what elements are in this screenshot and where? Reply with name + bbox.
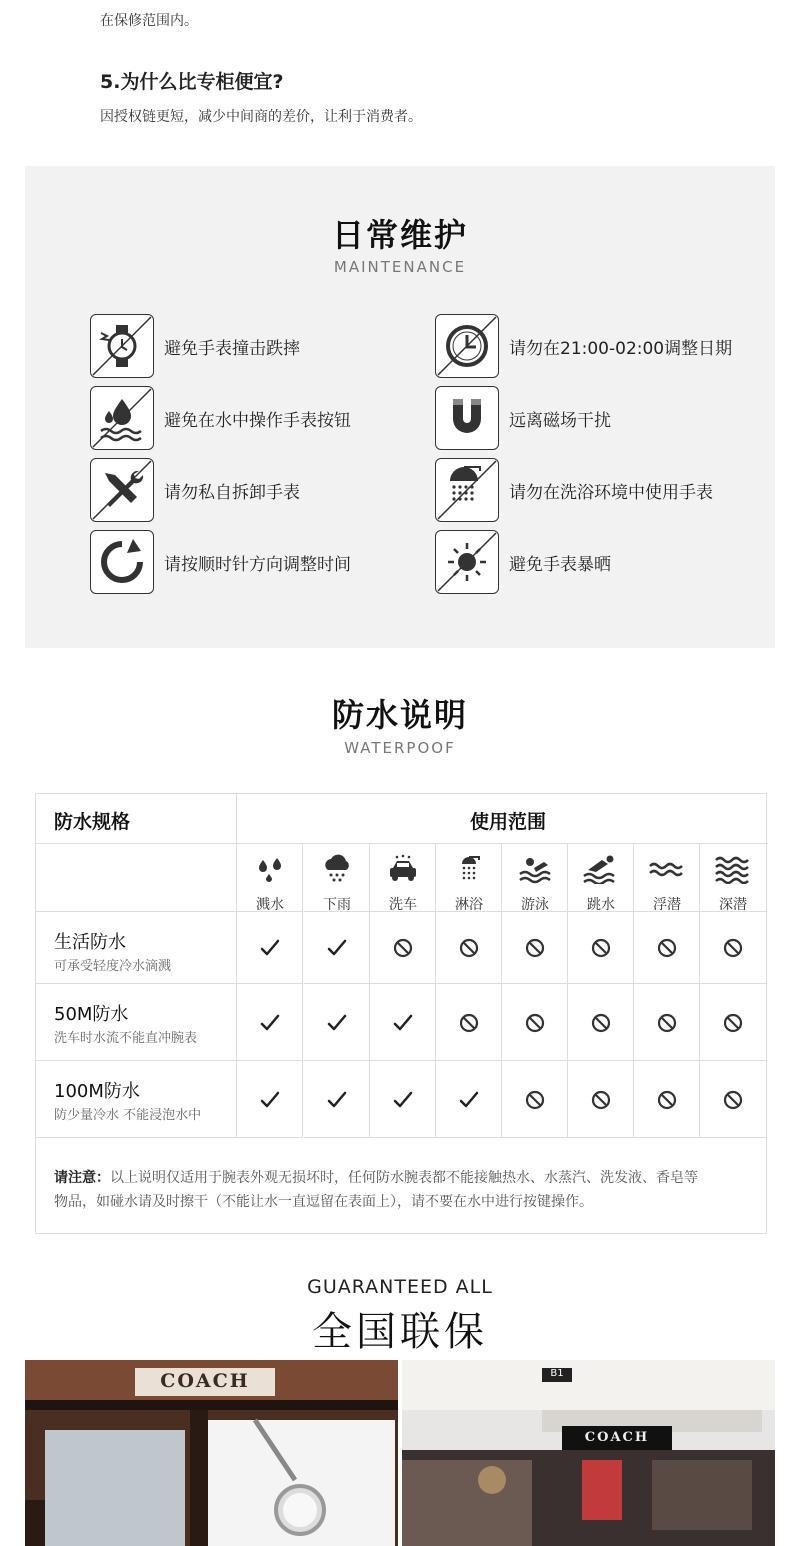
prohibited-icon bbox=[457, 1011, 481, 1035]
prohibited-icon bbox=[391, 936, 415, 960]
spec-header: 防水规格 bbox=[54, 811, 131, 833]
note-line-1: 以上说明仅适用于腕表外观无损坏时，任何防水腕表都不能接触热水、水蒸汽、洗发液、香皂等 bbox=[110, 1170, 698, 1186]
use-label: 跳水 bbox=[587, 897, 615, 913]
prohibited-icon bbox=[655, 1088, 679, 1112]
waterproof-note bbox=[54, 1166, 754, 1214]
faq-answer-5: 因授权链更短，减少中间商的差价，让利于消费者。 bbox=[100, 109, 422, 125]
prohibited-icon bbox=[589, 1011, 613, 1035]
maintenance-item-label: 避免手表暴晒 bbox=[509, 554, 611, 575]
use-header-cell bbox=[700, 844, 766, 912]
mark-cell bbox=[370, 984, 436, 1061]
mark-cell bbox=[700, 1061, 766, 1138]
use-label: 淋浴 bbox=[455, 897, 483, 913]
use-header-cell bbox=[237, 844, 303, 912]
use-label: 溅水 bbox=[256, 897, 284, 913]
waterproof-table bbox=[35, 793, 767, 1234]
maintenance-item bbox=[90, 458, 300, 522]
use-icon-wrap bbox=[568, 854, 634, 914]
magnet-icon bbox=[435, 386, 499, 450]
maintenance-item-label: 避免手表撞击跌摔 bbox=[164, 338, 300, 359]
guarantee-cn: 全国联保 bbox=[312, 1309, 488, 1355]
mark-cell bbox=[700, 912, 766, 984]
waterproof-subtitle: WATERPOOF bbox=[344, 739, 456, 757]
maintenance-item bbox=[90, 530, 351, 594]
mark-cell bbox=[237, 984, 303, 1061]
prohibited-icon bbox=[721, 1088, 745, 1112]
snorkel-icon bbox=[648, 854, 686, 888]
splash-icon bbox=[251, 854, 289, 888]
waterproof-title: 防水说明 bbox=[331, 696, 468, 734]
mark-cell bbox=[502, 984, 568, 1061]
use-header-cell bbox=[502, 844, 568, 912]
check-icon bbox=[391, 1011, 415, 1035]
prohibited-icon bbox=[589, 936, 613, 960]
check-icon bbox=[258, 1011, 282, 1035]
store-photo-right bbox=[402, 1360, 775, 1546]
prohibited-icon bbox=[655, 936, 679, 960]
maintenance-section bbox=[25, 166, 775, 648]
maintenance-item-label: 请按顺时针方向调整时间 bbox=[164, 554, 351, 575]
row-note: 防少量冷水 不能浸泡水中 bbox=[54, 1108, 202, 1123]
prohibited-icon bbox=[655, 1011, 679, 1035]
check-icon bbox=[258, 936, 282, 960]
maintenance-item-label: 请勿私自拆卸手表 bbox=[164, 482, 300, 503]
level-sign: B1 bbox=[550, 1368, 564, 1379]
use-icon-wrap bbox=[634, 854, 700, 914]
use-icon-wrap bbox=[237, 854, 303, 914]
mark-cell bbox=[370, 912, 436, 984]
note-line-2: 物品，如碰水请及时擦干（不能让水一直逗留在表面上），请不要在水中进行按键操作。 bbox=[54, 1194, 593, 1210]
table-row bbox=[36, 984, 237, 1061]
prohibited-icon bbox=[457, 936, 481, 960]
mark-cell bbox=[237, 1061, 303, 1138]
use-header-cell bbox=[304, 844, 370, 912]
water-drop-icon bbox=[90, 386, 154, 450]
maintenance-item bbox=[435, 530, 611, 594]
maintenance-item bbox=[90, 386, 351, 450]
shower-icon bbox=[435, 458, 499, 522]
table-cell bbox=[36, 844, 237, 912]
use-icon-wrap bbox=[304, 854, 370, 914]
use-header-cell bbox=[568, 844, 634, 912]
maintenance-item bbox=[435, 458, 713, 522]
row-note: 可承受轻度冷水滴溅 bbox=[54, 959, 172, 974]
mark-cell bbox=[304, 984, 370, 1061]
mark-cell bbox=[237, 912, 303, 984]
mark-cell bbox=[436, 984, 502, 1061]
sun-icon bbox=[435, 530, 499, 594]
mark-cell bbox=[436, 1061, 502, 1138]
prohibited-icon bbox=[523, 1011, 547, 1035]
swim-icon bbox=[516, 854, 554, 888]
use-icon-wrap bbox=[370, 854, 436, 914]
check-icon bbox=[325, 1088, 349, 1112]
table-row bbox=[36, 912, 237, 984]
check-icon bbox=[258, 1088, 282, 1112]
clockwise-icon bbox=[90, 530, 154, 594]
rain-icon bbox=[318, 854, 356, 888]
check-icon bbox=[325, 936, 349, 960]
note-label: 请注意： bbox=[54, 1170, 110, 1186]
mark-cell bbox=[634, 984, 700, 1061]
use-header-cell bbox=[634, 844, 700, 912]
mark-cell bbox=[502, 912, 568, 984]
mark-cell bbox=[304, 912, 370, 984]
maintenance-item-label: 避免在水中操作手表按钮 bbox=[164, 410, 351, 431]
mark-cell bbox=[634, 912, 700, 984]
row-name: 100M防水 bbox=[54, 1081, 140, 1102]
prohibited-icon bbox=[721, 936, 745, 960]
maintenance-item bbox=[435, 386, 611, 450]
use-icon-wrap bbox=[502, 854, 568, 914]
maintenance-item-label: 请勿在洗浴环境中使用手表 bbox=[509, 482, 713, 503]
mark-cell bbox=[304, 1061, 370, 1138]
use-label: 游泳 bbox=[521, 897, 549, 913]
mark-cell bbox=[502, 1061, 568, 1138]
table-header-cell bbox=[237, 794, 768, 844]
check-icon bbox=[391, 1088, 415, 1112]
car-wash-icon bbox=[384, 854, 422, 888]
deep-dive-icon bbox=[714, 854, 752, 888]
use-label: 洗车 bbox=[389, 897, 417, 913]
prohibited-icon bbox=[523, 1088, 547, 1112]
clock-no-icon bbox=[435, 314, 499, 378]
mark-cell bbox=[568, 912, 634, 984]
maintenance-item bbox=[90, 314, 300, 378]
tools-icon bbox=[90, 458, 154, 522]
use-label: 浮潜 bbox=[653, 897, 681, 913]
faq-prev-answer: 在保修范围内。 bbox=[100, 13, 198, 29]
guarantee-en: GUARANTEED ALL bbox=[307, 1276, 493, 1298]
watch-impact-icon bbox=[90, 314, 154, 378]
use-header: 使用范围 bbox=[470, 811, 547, 833]
maintenance-item bbox=[435, 314, 732, 378]
table-header-cell bbox=[36, 794, 237, 844]
prohibited-icon bbox=[523, 936, 547, 960]
shower-icon bbox=[450, 854, 488, 888]
store-sign-left: COACH bbox=[160, 1370, 250, 1392]
mark-cell bbox=[634, 1061, 700, 1138]
use-icon-wrap bbox=[700, 854, 766, 914]
use-header-cell bbox=[436, 844, 502, 912]
prohibited-icon bbox=[589, 1088, 613, 1112]
table-row bbox=[36, 1061, 237, 1138]
row-note: 洗车时水流不能直冲腕表 bbox=[54, 1031, 198, 1046]
check-icon bbox=[457, 1088, 481, 1112]
mark-cell bbox=[700, 984, 766, 1061]
use-icon-wrap bbox=[436, 854, 502, 914]
prohibited-icon bbox=[721, 1011, 745, 1035]
maintenance-subtitle: MAINTENANCE bbox=[333, 258, 467, 276]
use-label: 深潜 bbox=[719, 897, 747, 913]
store-sign-right: COACH bbox=[584, 1430, 650, 1445]
row-name: 生活防水 bbox=[54, 932, 126, 953]
mark-cell bbox=[436, 912, 502, 984]
dive-icon bbox=[582, 854, 620, 888]
maintenance-title: 日常维护 bbox=[331, 216, 468, 254]
maintenance-item-label: 请勿在21:00-02:00调整日期 bbox=[509, 338, 733, 359]
store-photo-left bbox=[25, 1360, 398, 1546]
maintenance-item-label: 远离磁场干扰 bbox=[509, 410, 611, 431]
check-icon bbox=[325, 1011, 349, 1035]
use-label: 下雨 bbox=[323, 897, 351, 913]
mark-cell bbox=[370, 1061, 436, 1138]
faq-question-5: 5.为什么比专柜便宜? bbox=[100, 71, 284, 93]
use-header-cell bbox=[370, 844, 436, 912]
mark-cell bbox=[568, 1061, 634, 1138]
row-name: 50M防水 bbox=[54, 1004, 129, 1025]
mark-cell bbox=[568, 984, 634, 1061]
